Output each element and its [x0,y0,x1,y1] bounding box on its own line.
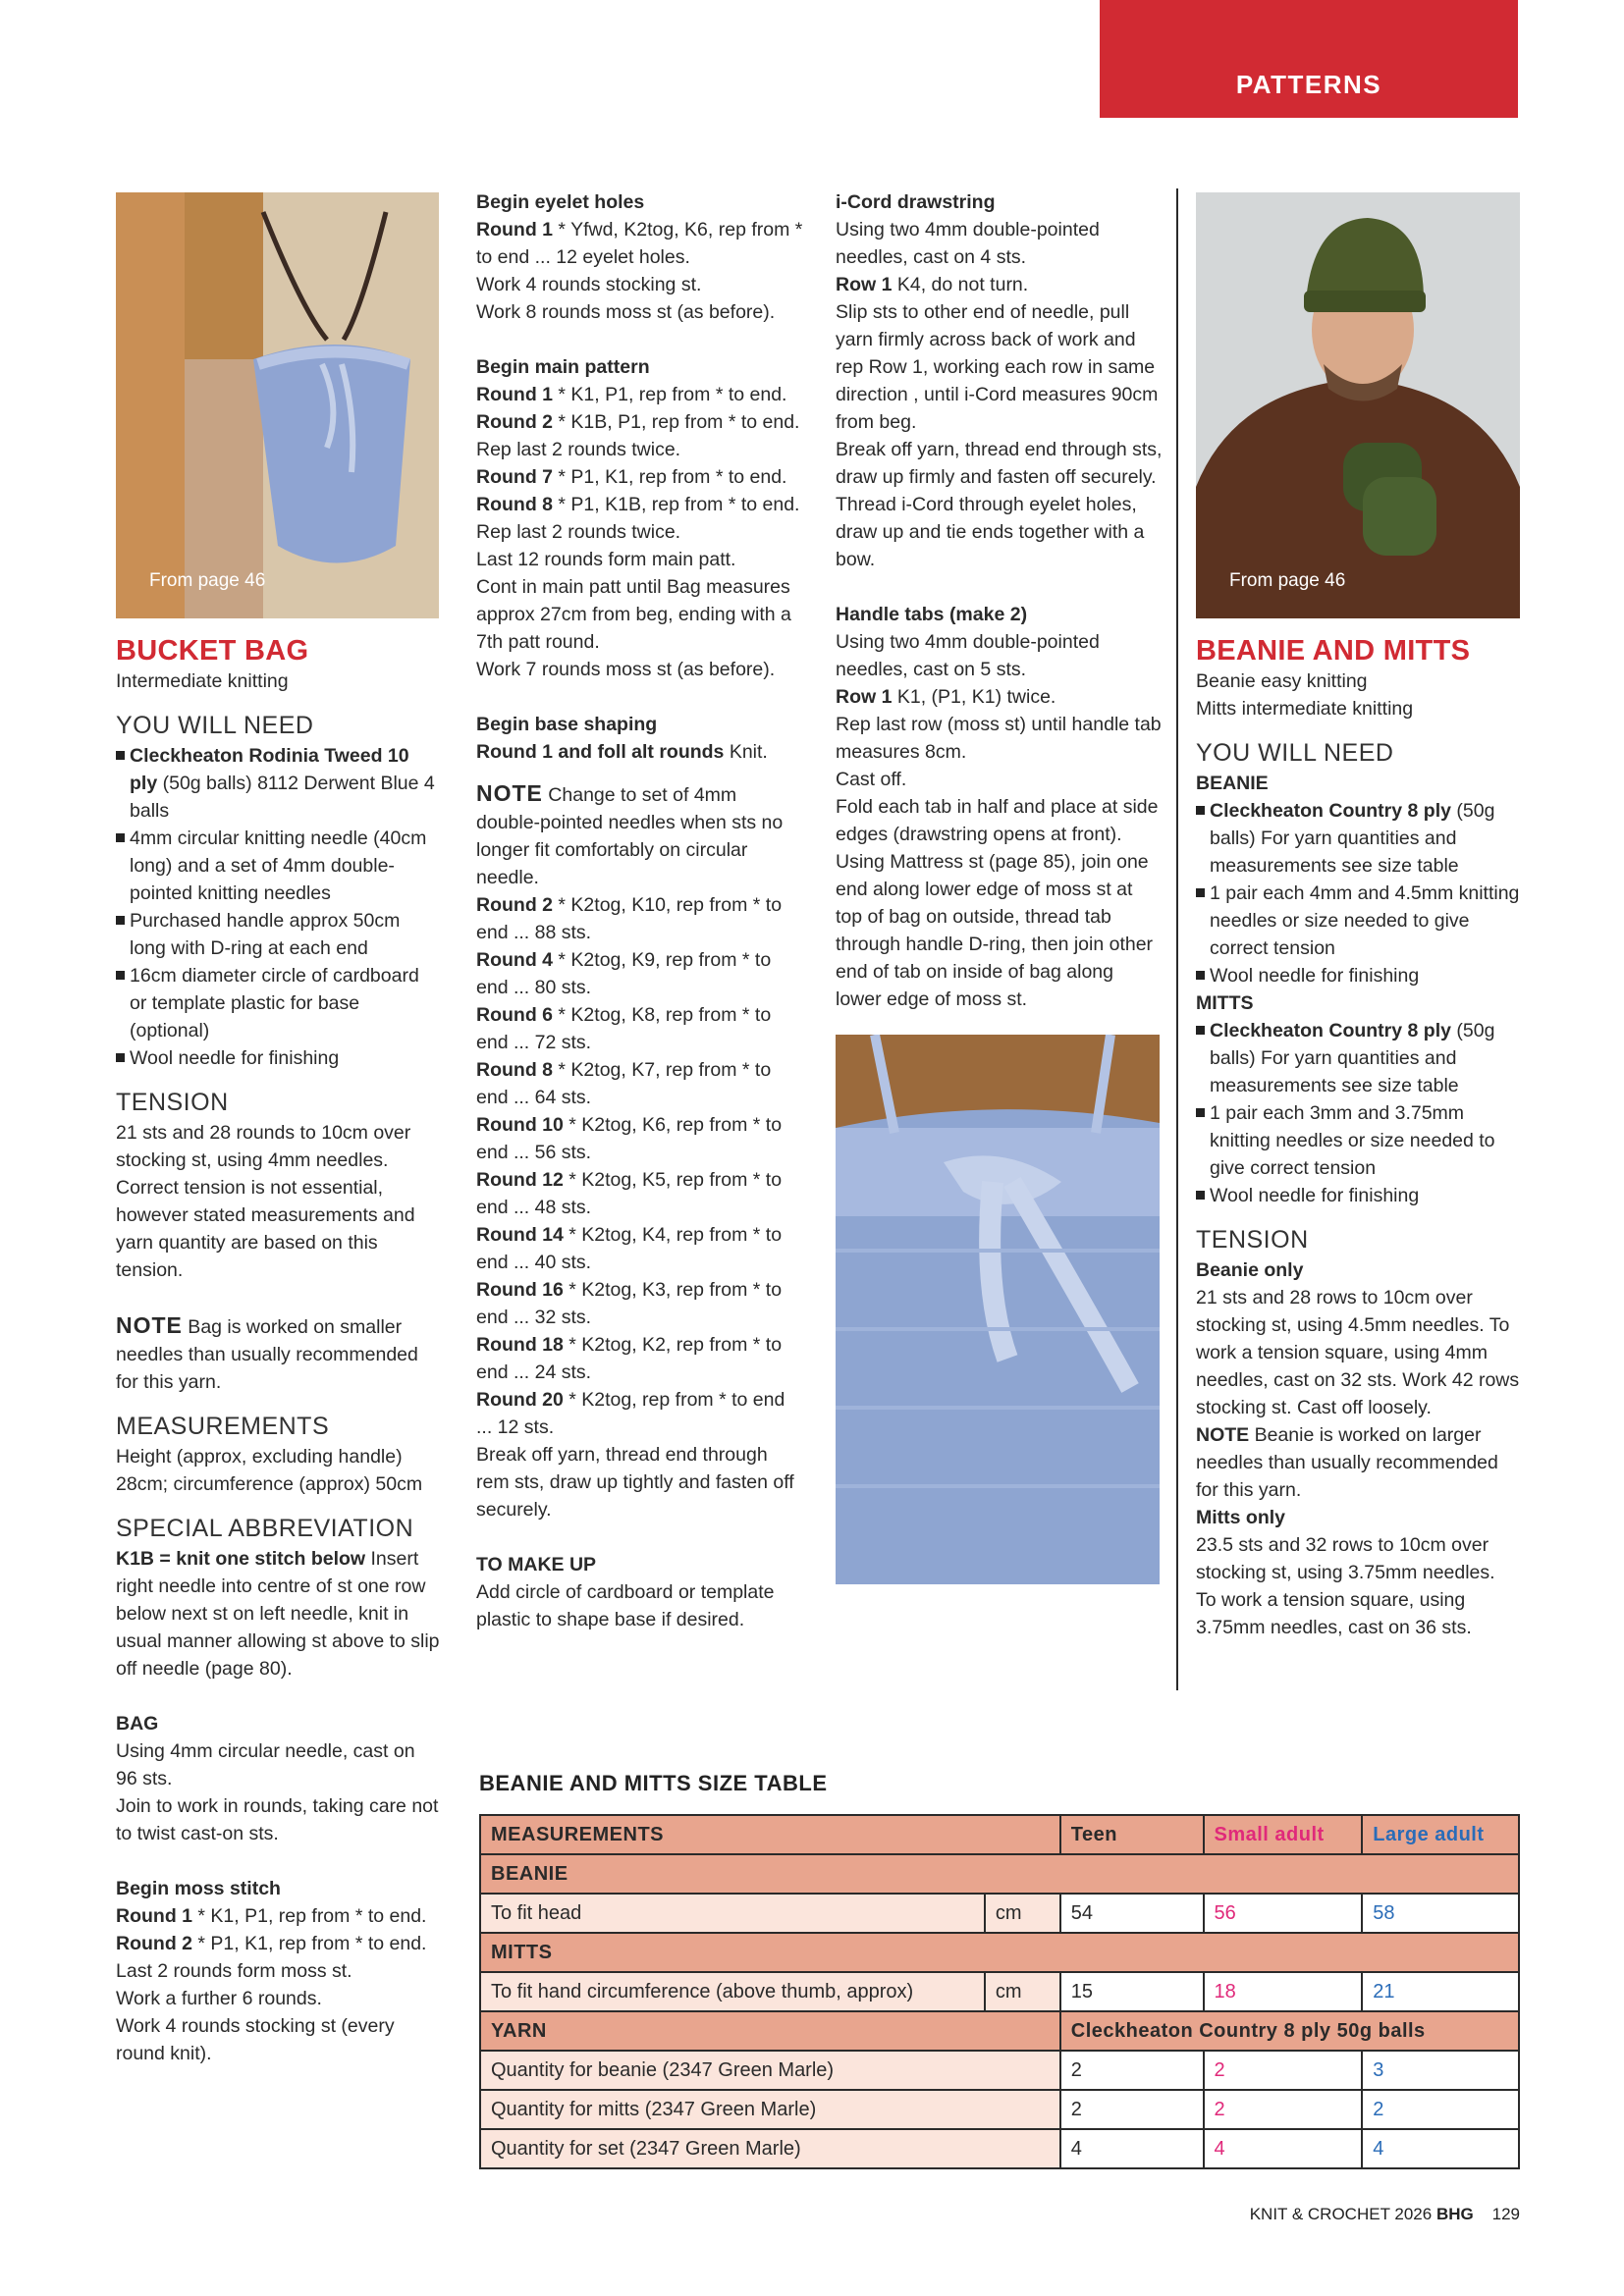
base-line: Round 1 and foll alt rounds Knit. [476,741,768,763]
bucket-bag-illustration [116,192,439,618]
bag-materials-list [116,742,440,1072]
icord-line: Slip sts to other end of needle, pull yarn firmly across back of work and rep Row 1, working each row in same direction , until i-Cord measures 90cm from beg. [836,301,1159,433]
header-measurements: MEASUREMENTS [480,1815,1060,1854]
bag-note: NOTE Bag is worked on smaller needles than usually recommended for this yarn. [116,1312,418,1393]
table-row [480,2051,1519,2090]
cell-value: 21 [1362,1972,1519,2011]
icord-heading: i-Cord drawstring [836,191,996,213]
you-will-need-heading: YOU WILL NEED [116,712,314,739]
handle-line: Using two 4mm double-pointed needles, cast on 5 sts. [836,631,1100,680]
row-label: Quantity for mitts (2347 Green Marle) [480,2090,1060,2129]
list-item: Wool needle for finishing [116,1044,440,1072]
base-note: NOTE Change to set of 4mm double-pointed needles when sts no longer fit comfortably on circular needle. [476,780,784,888]
table-row [480,2129,1519,2168]
moss-line: Work 4 rounds stocking st (every round knit). [116,2015,395,2064]
cell-value: 58 [1362,1894,1519,1933]
table-row [480,1972,1519,2011]
abbreviation-text: K1B = knit one stitch below Insert right needle into centre of st one row below next st on left needle, knit in usual manner allowing st above to slip off needle (page 80). [116,1548,440,1680]
bag-measurements-text: Height (approx, excluding handle) 28cm; circumference (approx) 50cm [116,1446,423,1495]
moss-line: Round 2 * P1, K1, rep from * to end. [116,1933,427,1954]
main-line: Round 8 * P1, K1B, rep from * to end. [476,494,800,515]
mitts-only-label: Mitts only [1196,1507,1285,1528]
cell-value: 4 [1060,2129,1204,2168]
bag-heading: BAG [116,1713,159,1735]
table-section-row [480,1854,1519,1894]
beanie-mitts-title: BEANIE AND MITTS [1196,635,1471,667]
bucket-bag-photo [116,192,439,618]
photo-caption: From page 46 [149,570,266,591]
list-item: Wool needle for finishing [1196,1182,1520,1209]
photo-caption: From page 46 [1229,570,1346,591]
mitts-materials-list [1196,1017,1520,1209]
pattern-column-2 [476,188,805,1633]
cell-value: 4 [1362,2129,1519,2168]
header-teen: Teen [1060,1815,1204,1854]
table-section-row [480,2011,1519,2051]
beanie-tension-text: 21 sts and 28 rows to 10cm over stocking st, using 4.5mm needles. To work a tension square, using 4mm needles, cast on 32 sts. Work 42 rows stocking st. Cast off loosely. [1196,1287,1520,1418]
row-label: To fit hand circumference (above thumb, approx) [480,1972,985,2011]
cell-value: 2 [1060,2090,1204,2129]
base-line: Round 12 * K2tog, K5, rep from * to end ... 48 sts. [476,1169,783,1218]
main-line: Work 7 rounds moss st (as before). [476,659,776,680]
list-item: 16cm diameter circle of cardboard or template plastic for base (optional) [116,962,440,1044]
main-line: Rep last 2 rounds twice. [476,521,681,543]
list-item: Cleckheaton Rodinia Tweed 10 ply (50g balls) 8112 Derwent Blue 4 balls [116,742,440,825]
page-number: 129 [1491,2205,1520,2223]
magazine-name: KNIT & CROCHET 2026 [1249,2205,1433,2223]
moss-stitch-heading: Begin moss stitch [116,1878,281,1899]
row-unit: cm [985,1894,1060,1933]
measurements-heading: MEASUREMENTS [116,1413,330,1440]
base-line: Round 2 * K2tog, K10, rep from * to end ... 88 sts. [476,894,783,943]
beanie-mitts-column [1196,192,1520,1641]
row-unit: cm [985,1972,1060,2011]
row-label: Quantity for beanie (2347 Green Marle) [480,2051,1060,2090]
main-line: Rep last 2 rounds twice. [476,439,681,460]
finish-text: Break off yarn, thread end through rem sts, draw up tightly and fasten off securely. [476,1444,794,1521]
moss-line: Round 1 * K1, P1, rep from * to end. [116,1905,427,1927]
eyelet-line: Work 4 rounds stocking st. [476,274,702,295]
beanie-mitts-illustration [1196,192,1520,618]
handle-line: Cast off. [836,769,907,790]
size-table-title: BEANIE AND MITTS SIZE TABLE [479,1771,828,1795]
main-line: Round 1 * K1, P1, rep from * to end. [476,384,787,405]
tension-heading: TENSION [1196,1226,1309,1254]
bag-skill-level: Intermediate knitting [116,670,289,692]
page-footer [1250,2205,1520,2224]
cell-value: 2 [1204,2051,1363,2090]
skill-level: Mitts intermediate knitting [1196,698,1414,720]
cell-value: 56 [1204,1894,1363,1933]
beanie-section-label: BEANIE [480,1854,1519,1894]
list-item: Purchased handle approx 50cm long with D-ring at each end [116,907,440,962]
cell-value: 15 [1060,1972,1204,2011]
table-row [480,2090,1519,2129]
brand-name: BHG [1435,2205,1474,2223]
you-will-need-heading: YOU WILL NEED [1196,739,1394,767]
list-item: Cleckheaton Country 8 ply (50g balls) For yarn quantities and measurements see size table [1196,797,1520,880]
table-row [480,1894,1519,1933]
cell-value: 2 [1362,2090,1519,2129]
special-abbreviation-heading: SPECIAL ABBREVIATION [116,1515,414,1542]
list-item: 1 pair each 3mm and 3.75mm knitting needles or size needed to give correct tension [1196,1099,1520,1182]
mitts-tension-text: 23.5 sts and 32 rows to 10cm over stocking st, using 3.75mm needles. To work a tension square, using 3.75mm needles, cast on 36 sts. [1196,1534,1495,1638]
base-line: Round 10 * K2tog, K6, rep from * to end ... 56 sts. [476,1114,783,1163]
bag-tension-text: 21 sts and 28 rounds to 10cm over stocking st, using 4mm needles. Correct tension is not essential, however stated measurements and yarn quantity are based on this tension. [116,1122,415,1281]
icord-line: Using two 4mm double-pointed needles, cast on 4 sts. [836,219,1100,268]
icord-line: Row 1 K4, do not turn. [836,274,1029,295]
eyelet-line: Round 1 * Yfwd, K2tog, K6, rep from * to end ... 12 eyelet holes. [476,219,803,268]
yarn-description: Cleckheaton Country 8 ply 50g balls [1060,2011,1519,2051]
list-item: 1 pair each 4mm and 4.5mm knitting needles or size needed to give correct tension [1196,880,1520,962]
cell-value: 54 [1060,1894,1204,1933]
base-line: Round 20 * K2tog, rep from * to end ... 12 sts. [476,1389,785,1438]
bag-line: Using 4mm circular needle, cast on 96 sts. [116,1740,415,1789]
main-line: Cont in main patt until Bag measures approx 27cm from beg, ending with a 7th patt round. [476,576,791,653]
base-line: Round 8 * K2tog, K7, rep from * to end ... 64 sts. [476,1059,772,1108]
list-item: Cleckheaton Country 8 ply (50g balls) For yarn quantities and measurements see size table [1196,1017,1520,1099]
bag-detail-illustration [836,1035,1160,1584]
row-label: To fit head [480,1894,985,1933]
make-up-heading: TO MAKE UP [476,1554,597,1575]
cell-value: 3 [1362,2051,1519,2090]
main-line: Last 12 rounds form main patt. [476,549,736,570]
beanie-mitts-photo [1196,192,1520,618]
section-tab-label: PATTERNS [1235,70,1382,99]
make-up-text: Add circle of cardboard or template plastic to shape base if desired. [476,1581,775,1630]
column-divider [1176,188,1178,1690]
eyelet-heading: Begin eyelet holes [476,191,645,213]
cell-value: 18 [1204,1972,1363,2011]
bucket-bag-column [116,192,440,2067]
section-tab [1100,0,1518,118]
row-label: Quantity for set (2347 Green Marle) [480,2129,1060,2168]
main-pattern-heading: Begin main pattern [476,356,650,378]
beanie-materials-list [1196,797,1520,989]
cell-value: 2 [1204,2090,1363,2129]
base-line: Round 16 * K2tog, K3, rep from * to end ... 32 sts. [476,1279,783,1328]
handle-line: Rep last row (moss st) until handle tab measures 8cm. [836,714,1162,763]
cell-value: 4 [1204,2129,1363,2168]
list-item: 4mm circular knitting needle (40cm long) and a set of 4mm double-pointed knitting needles [116,825,440,907]
moss-line: Last 2 rounds form moss st. [116,1960,352,1982]
base-line: Round 14 * K2tog, K4, rep from * to end ... 40 sts. [476,1224,783,1273]
skill-level: Beanie easy knitting [1196,670,1368,692]
pattern-column-3 [836,188,1164,1584]
bag-line: Join to work in rounds, taking care not to twist cast-on sts. [116,1795,439,1844]
beanie-subheading: BEANIE [1196,773,1269,794]
handle-tabs-heading: Handle tabs (make 2) [836,604,1028,625]
beanie-only-label: Beanie only [1196,1259,1304,1281]
base-line: Round 18 * K2tog, K2, rep from * to end ... 24 sts. [476,1334,783,1383]
mitts-subheading: MITTS [1196,992,1254,1014]
table-header-row [480,1815,1519,1854]
icord-line: Thread i-Cord through eyelet holes, draw up and tie ends together with a bow. [836,494,1145,570]
base-line: Round 6 * K2tog, K8, rep from * to end ... 72 sts. [476,1004,772,1053]
base-shaping-heading: Begin base shaping [476,714,658,735]
bag-detail-photo [836,1035,1160,1584]
base-line: Round 4 * K2tog, K9, rep from * to end ... 80 sts. [476,949,772,998]
size-table [479,1814,1520,2169]
yarn-section-label: YARN [480,2011,1060,2051]
icord-line: Break off yarn, thread end through sts, draw up firmly and fasten off securely. [836,439,1163,488]
eyelet-line: Work 8 rounds moss st (as before). [476,301,776,323]
tension-heading: TENSION [116,1089,229,1116]
handle-line: Row 1 K1, (P1, K1) twice. [836,686,1056,708]
table-section-row [480,1933,1519,1972]
mitts-section-label: MITTS [480,1933,1519,1972]
main-line: Round 7 * P1, K1, rep from * to end. [476,466,787,488]
handle-line: Fold each tab in half and place at side edges (drawstring opens at front). Using Mattress st (page 85), join one end along lower edge of moss st at top of bag on outside, thread tab through handle D-ring, then join other end of tab on inside of bag along lower edge of moss st. [836,796,1159,1010]
header-small-adult: Small adult [1204,1815,1363,1854]
list-item: Wool needle for finishing [1196,962,1520,989]
header-large-adult: Large adult [1362,1815,1519,1854]
bucket-bag-title: BUCKET BAG [116,635,309,667]
cell-value: 2 [1060,2051,1204,2090]
beanie-note: NOTE Beanie is worked on larger needles than usually recommended for this yarn. [1196,1424,1498,1501]
moss-line: Work a further 6 rounds. [116,1988,322,2009]
main-line: Round 2 * K1B, P1, rep from * to end. [476,411,800,433]
